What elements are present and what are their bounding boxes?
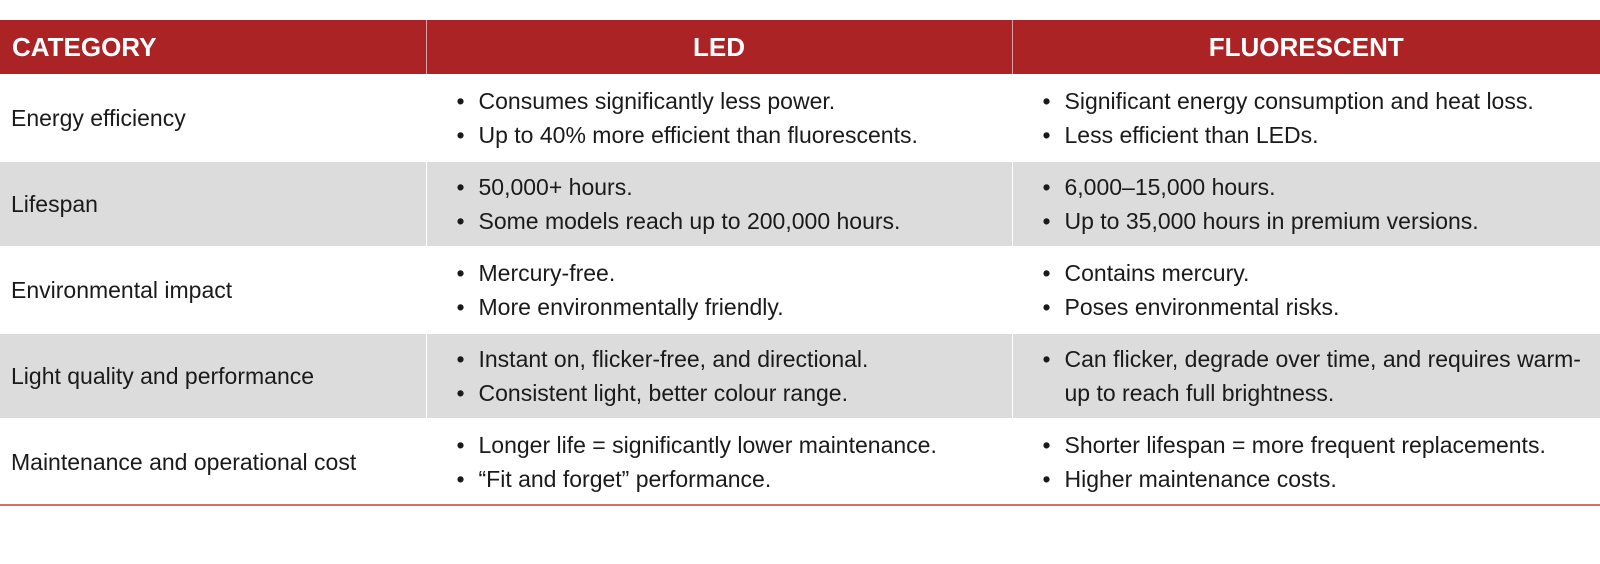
bullet-item: [1041, 204, 1591, 238]
bullet-dot-icon: •: [456, 346, 465, 372]
led-bullet-list: [455, 428, 1012, 496]
bullet-text: Shorter lifespan = more frequent replacements.: [1064, 432, 1546, 458]
led-vs-fluorescent-table: [0, 20, 1600, 504]
fluorescent-bullet-list: [1041, 84, 1591, 152]
bullet-dot-icon: •: [1042, 432, 1051, 458]
table-row: [0, 161, 1600, 247]
bullet-item: [1041, 118, 1591, 152]
bullet-item: [455, 256, 1012, 290]
row-led-cell: [426, 161, 1012, 247]
led-bullet-list: [455, 256, 1012, 324]
bullet-text: Higher maintenance costs.: [1064, 466, 1337, 492]
fluorescent-bullet-list: [1041, 342, 1591, 410]
table-row: [0, 247, 1600, 333]
bullet-item: [455, 290, 1012, 324]
bullet-dot-icon: •: [456, 260, 465, 286]
bullet-item: [455, 376, 1012, 410]
bullet-item: [1041, 290, 1591, 324]
bullet-dot-icon: •: [1042, 294, 1051, 320]
bullet-text: Poses environmental risks.: [1064, 294, 1340, 320]
fluorescent-bullet-list: [1041, 256, 1591, 324]
table-row: [0, 75, 1600, 161]
bullet-item: [455, 84, 1012, 118]
bullet-text: 50,000+ hours.: [478, 174, 633, 200]
bullet-text: Can flicker, degrade over time, and requires warm-up to reach full brightness.: [1064, 346, 1581, 406]
row-led-cell: [426, 75, 1012, 161]
bullet-item: [455, 462, 1012, 496]
row-category: Energy efficiency: [0, 75, 426, 161]
bullet-text: Less efficient than LEDs.: [1064, 122, 1319, 148]
bullet-dot-icon: •: [1042, 466, 1051, 492]
header-fluorescent: FLUORESCENT: [1012, 20, 1600, 75]
bullet-text: Some models reach up to 200,000 hours.: [478, 208, 901, 234]
row-led-cell: [426, 333, 1012, 419]
bullet-dot-icon: •: [1042, 122, 1051, 148]
bullet-dot-icon: •: [1042, 174, 1051, 200]
row-category: Environmental impact: [0, 247, 426, 333]
bullet-text: Consistent light, better colour range.: [478, 380, 848, 406]
bullet-dot-icon: •: [456, 208, 465, 234]
bullet-dot-icon: •: [1042, 346, 1051, 372]
bullet-item: [1041, 256, 1591, 290]
row-led-cell: [426, 247, 1012, 333]
bullet-text: Mercury-free.: [478, 260, 616, 286]
table-bottom-rule: [0, 504, 1600, 506]
row-led-cell: [426, 419, 1012, 504]
bullet-item: [1041, 84, 1591, 118]
bullet-item: [1041, 462, 1591, 496]
comparison-table-container: [0, 20, 1600, 506]
bullet-text: Longer life = significantly lower maintenance.: [478, 432, 937, 458]
bullet-text: Up to 35,000 hours in premium versions.: [1064, 208, 1479, 234]
bullet-text: Significant energy consumption and heat loss.: [1064, 88, 1534, 114]
bullet-text: Consumes significantly less power.: [478, 88, 836, 114]
bullet-item: [1041, 170, 1591, 204]
bullet-dot-icon: •: [456, 432, 465, 458]
bullet-dot-icon: •: [456, 466, 465, 492]
table-row: [0, 419, 1600, 504]
table-header: [0, 20, 1600, 75]
led-bullet-list: [455, 170, 1012, 238]
bullet-dot-icon: •: [456, 122, 465, 148]
bullet-text: Contains mercury.: [1064, 260, 1250, 286]
row-fluorescent-cell: [1012, 161, 1600, 247]
bullet-item: [455, 118, 1012, 152]
row-fluorescent-cell: [1012, 419, 1600, 504]
fluorescent-bullet-list: [1041, 428, 1591, 496]
led-bullet-list: [455, 342, 1012, 410]
row-fluorescent-cell: [1012, 333, 1600, 419]
bullet-item: [455, 204, 1012, 238]
header-row: [0, 20, 1600, 75]
bullet-dot-icon: •: [1042, 88, 1051, 114]
bullet-item: [1041, 428, 1591, 462]
bullet-text: More environmentally friendly.: [478, 294, 784, 320]
led-bullet-list: [455, 84, 1012, 152]
fluorescent-bullet-list: [1041, 170, 1591, 238]
bullet-item: [455, 170, 1012, 204]
row-category: Lifespan: [0, 161, 426, 247]
bullet-item: [1041, 342, 1591, 410]
bullet-text: 6,000–15,000 hours.: [1064, 174, 1276, 200]
bullet-text: Up to 40% more efficient than fluorescents.: [478, 122, 918, 148]
bullet-dot-icon: •: [456, 380, 465, 406]
row-category: Light quality and performance: [0, 333, 426, 419]
header-category: CATEGORY: [0, 20, 426, 75]
row-fluorescent-cell: [1012, 75, 1600, 161]
bullet-dot-icon: •: [456, 174, 465, 200]
bullet-dot-icon: •: [1042, 260, 1051, 286]
row-category: Maintenance and operational cost: [0, 419, 426, 504]
bullet-text: Instant on, flicker-free, and directional.: [478, 346, 869, 372]
bullet-dot-icon: •: [456, 294, 465, 320]
table-body: [0, 75, 1600, 504]
bullet-text: “Fit and forget” performance.: [478, 466, 772, 492]
row-fluorescent-cell: [1012, 247, 1600, 333]
bullet-dot-icon: •: [1042, 208, 1051, 234]
header-led: LED: [426, 20, 1012, 75]
bullet-dot-icon: •: [456, 88, 465, 114]
table-row: [0, 333, 1600, 419]
bullet-item: [455, 342, 1012, 376]
bullet-item: [455, 428, 1012, 462]
